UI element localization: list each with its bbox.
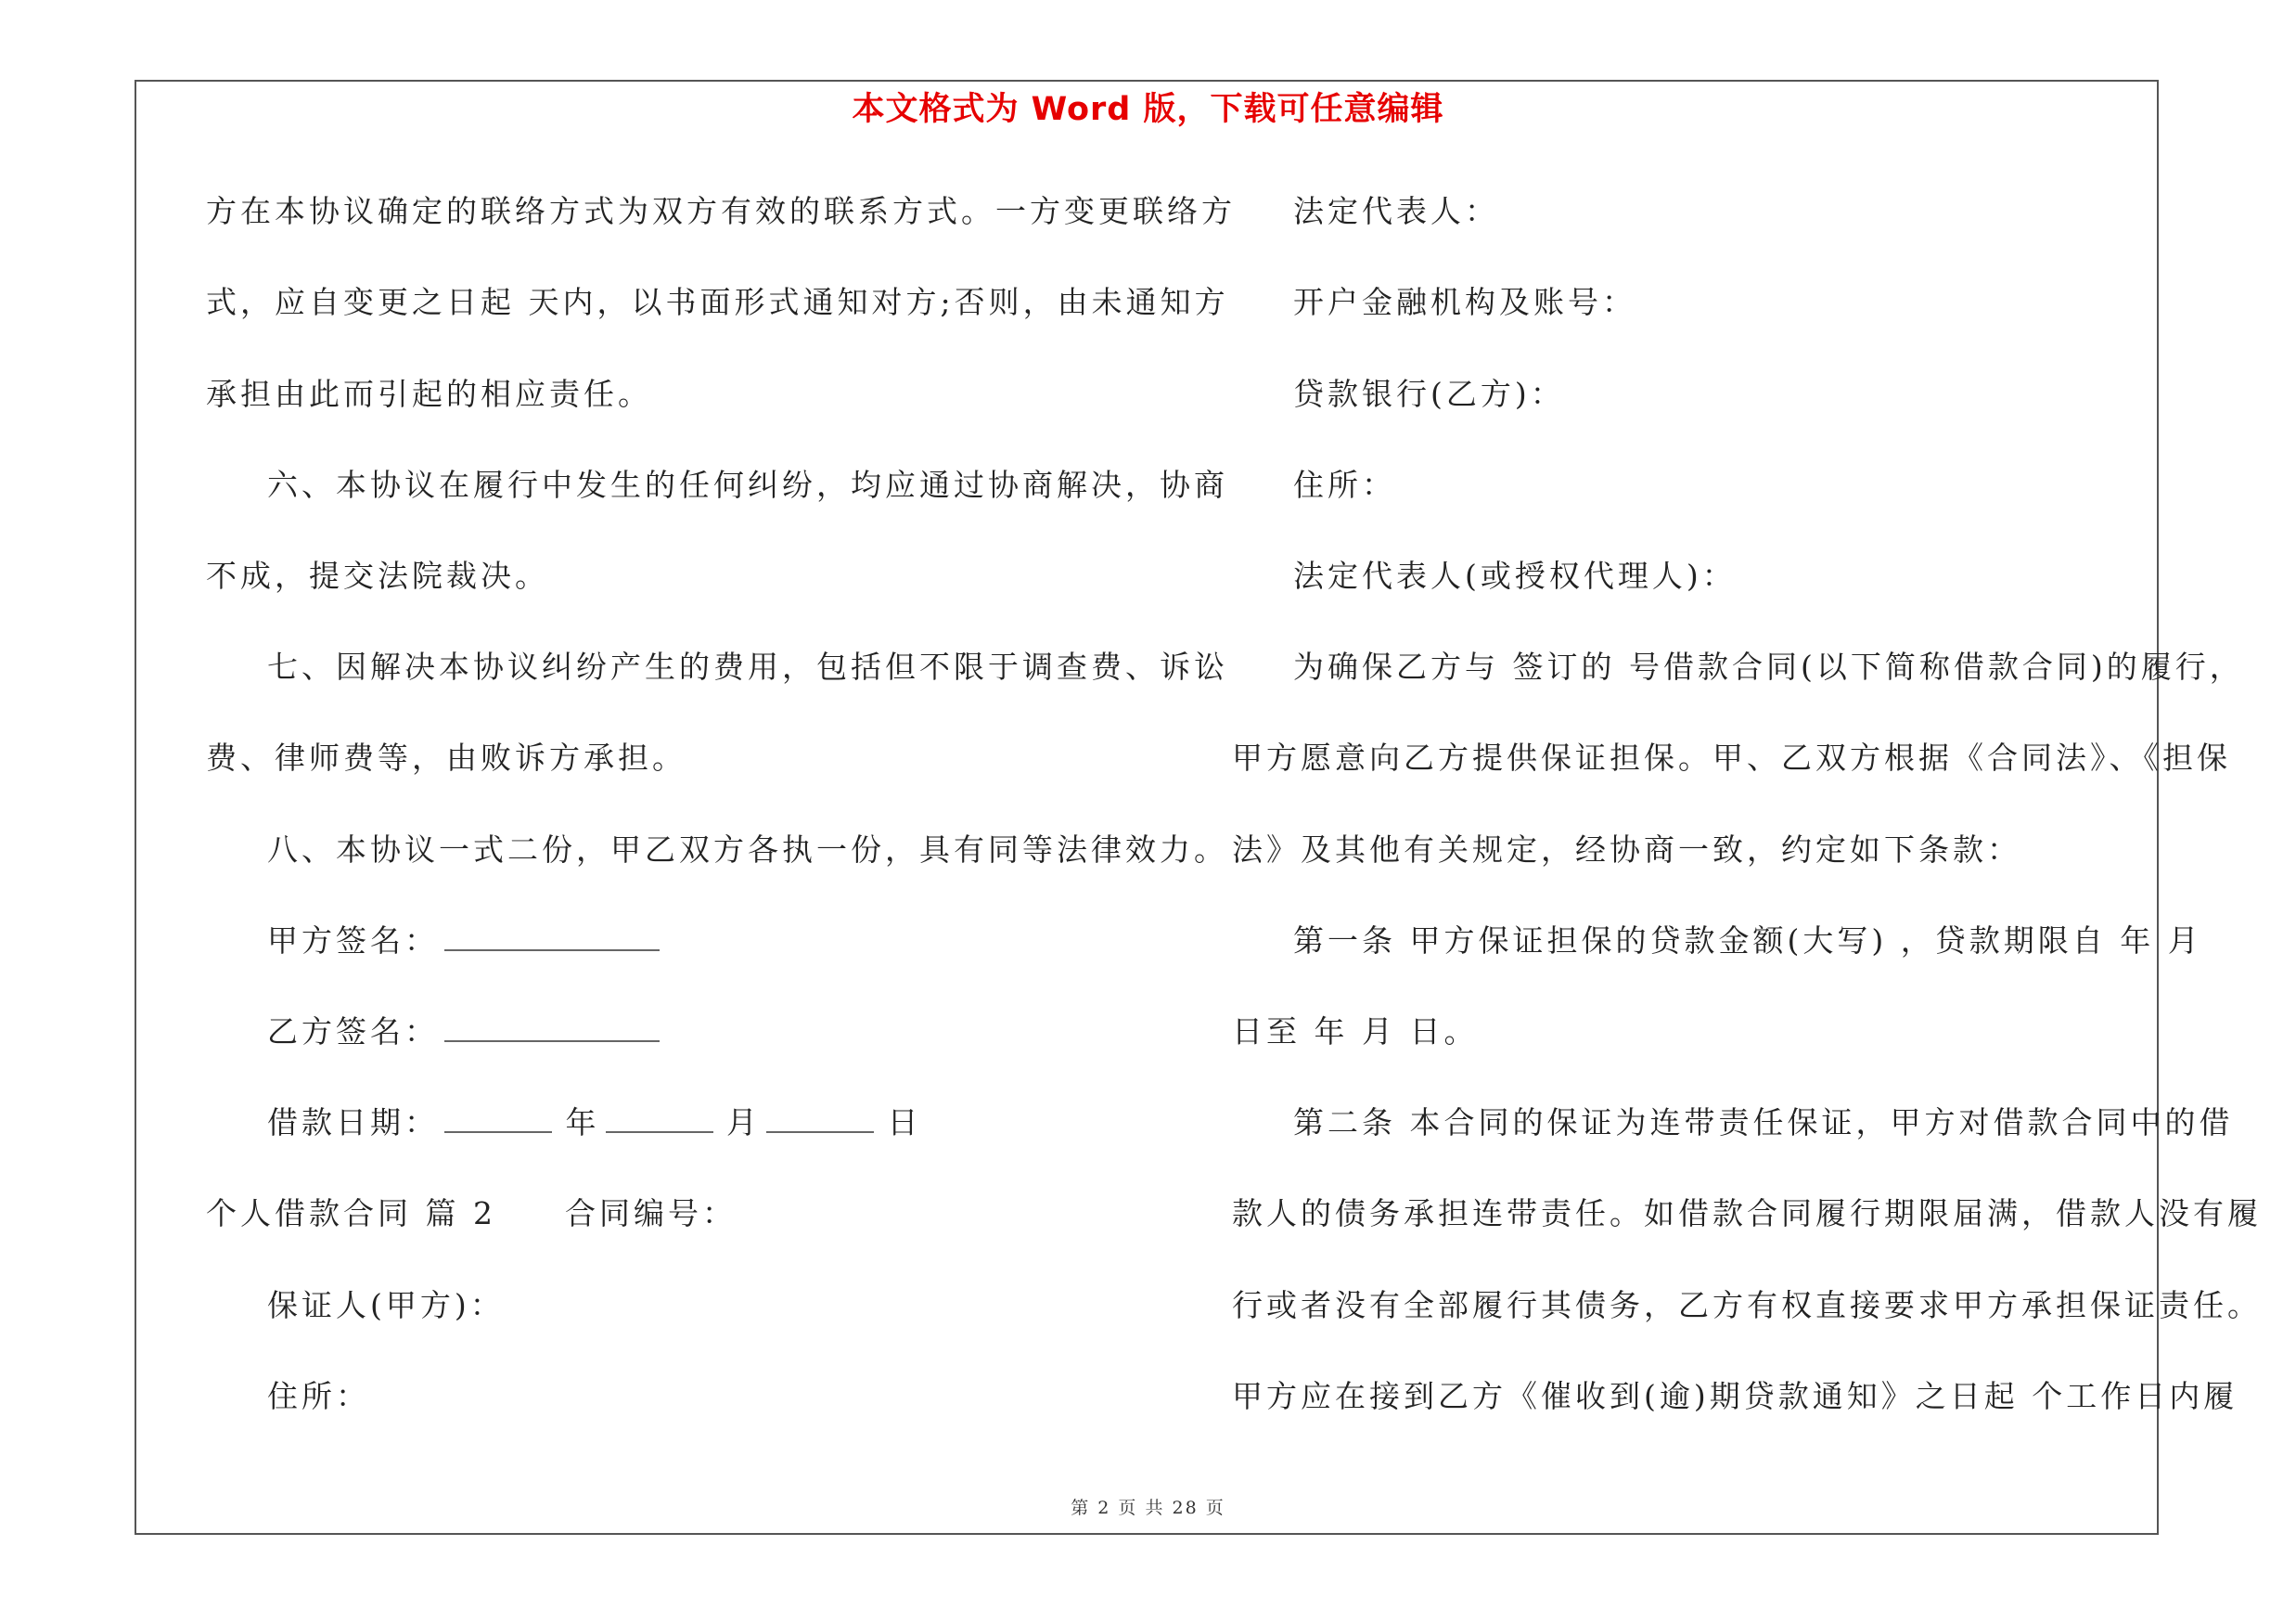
text-line: 七、因解决本协议纠纷产生的费用，包括但不限于调查费、诉讼 [267, 649, 1228, 685]
text-line: 保证人(甲方)： [267, 1287, 505, 1323]
text-line: 住所： [267, 1378, 370, 1414]
text-line: 住所： [1293, 467, 1396, 503]
party-b-signature-label: 乙方签名： [267, 1013, 439, 1050]
text-line: 方在本协议确定的联络方式为双方有效的联系方式。一方变更联络方 [206, 193, 1236, 229]
text-line: 甲方愿意向乙方提供保证担保。甲、乙双方根据《合同法》、《担保 [1232, 740, 2231, 776]
party-a-signature-blank [444, 927, 660, 951]
text-line: 法》及其他有关规定，经协商一致，约定如下条款： [1232, 831, 2021, 868]
text-line: 法定代表人(或授权代理人)： [1293, 558, 1737, 594]
text-line: 日至 年 月 日。 [1232, 1013, 1479, 1050]
year-blank [444, 1109, 552, 1133]
text-line: 为确保乙方与 签订的 号借款合同(以下简称借款合同)的履行， [1293, 649, 2244, 685]
text-line: 第二条 本合同的保证为连带责任保证，甲方对借款合同中的借 [1293, 1104, 2234, 1140]
text-line: 式，应自变更之日起 天内，以书面形式通知对方;否则，由未通知方 [206, 284, 1229, 320]
year-label: 年 [565, 1104, 600, 1140]
text-line: 承担由此而引起的相应责任。 [206, 376, 652, 412]
party-b-signature-line [267, 1013, 660, 1050]
text-line: 开户金融机构及账号： [1293, 284, 1636, 320]
party-a-signature-line [267, 922, 660, 960]
text-line: 行或者没有全部履行其债务，乙方有权直接要求甲方承担保证责任。 [1232, 1287, 2262, 1323]
loan-date-label: 借款日期： [267, 1104, 439, 1140]
party-a-signature-label: 甲方签名： [267, 922, 439, 959]
text-line: 贷款银行(乙方)： [1293, 376, 1565, 412]
party-b-signature-blank [444, 1018, 660, 1042]
text-line: 六、本协议在履行中发生的任何纠纷，均应通过协商解决，协商 [267, 467, 1228, 503]
loan-date-line [267, 1104, 922, 1141]
text-line: 法定代表人： [1293, 193, 1499, 229]
word-format-banner: 本文格式为 Word 版，下载可任意编辑 [852, 91, 1444, 128]
text-line: 甲方应在接到乙方《催收到(逾)期贷款通知》之日起 个工作日内履 [1232, 1378, 2238, 1414]
text-line: 费、律师费等，由败诉方承担。 [206, 740, 686, 776]
month-label: 月 [726, 1104, 761, 1140]
text-line: 款人的债务承担连带责任。如借款合同履行期限届满，借款人没有履 [1232, 1195, 2262, 1231]
text-line: 不成，提交法院裁决。 [206, 558, 549, 594]
day-label: 日 [887, 1104, 922, 1140]
text-line: 第一条 甲方保证担保的贷款金额(大写) ，贷款期限自 年 月 [1293, 922, 2202, 959]
month-blank [606, 1109, 713, 1133]
day-blank [766, 1109, 874, 1133]
text-line: 八、本协议一式二份，甲乙双方各执一份，具有同等法律效力。 [267, 831, 1228, 868]
page-number-footer: 第 2 页 共 28 页 [1071, 1498, 1225, 1518]
contract-title-line: 个人借款合同 篇 2 合同编号： [206, 1195, 737, 1231]
